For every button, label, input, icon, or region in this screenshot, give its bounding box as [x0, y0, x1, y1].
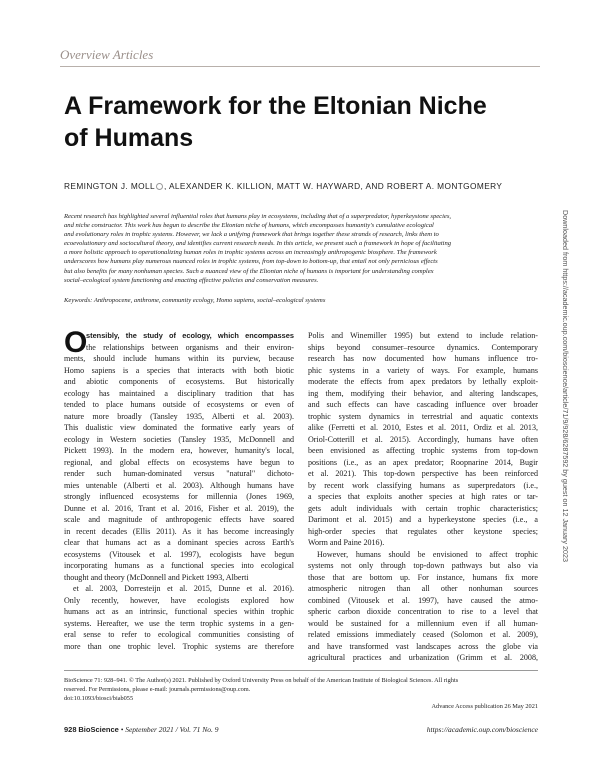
body-line: would be sustained for a millennium even if all human- [308, 618, 538, 628]
title-line: of Humans [64, 124, 194, 152]
body-line: Worm and Paine 2016). [308, 538, 385, 547]
body-line: However, humans should be envisioned to affect trophic [317, 549, 538, 559]
body-line: render such human-dominated versus "natural" dichoto- [64, 469, 294, 478]
body-line: ecology has maintained a disciplinary tradition that has [64, 388, 294, 398]
title-line: A Framework for the Eltonian Niche [64, 92, 487, 120]
body-line [64, 330, 294, 342]
body-column-left [64, 326, 294, 652]
author: ALEXANDER K. KILLION [168, 181, 272, 191]
body-line: spheric carbon dioxide concentration to rise to a level that [308, 607, 538, 616]
body-line: and such effects can have cascading influence over broader [308, 400, 538, 409]
abstract-line: underscores how humans play numerous nuanced roles in trophic systems, from top-down to bottom-up, that entail not only pernicious effects [64, 258, 438, 266]
article-title [64, 90, 504, 154]
download-watermark-text: Downloaded from https://academic.oup.com/bioscience/article/71/9/928/6287592 by guest on 12 January 2023 [561, 210, 570, 563]
body-line: Oriol-Cotterill et al. 2015). Accordingly, humans have often [308, 434, 538, 444]
abstract-line: Recent research has highlighted several influential roles that humans play in ecosystems, including that of a superpredator, hyperkeystone species, [64, 213, 452, 220]
advance-access-note: Advance Access publication 26 May 2021 [431, 703, 538, 710]
body-line: and abiotic components of ecosystems. But historically [64, 377, 294, 386]
footnote-line: reserved. For Permissions, please e-mail: journals.permissions@oup.com. [64, 686, 251, 693]
footnote-line: BioScience 71: 928–941. © The Author(s) 2021. Published by Oxford University Press on behalf of the American Institute of Biological Sciences. All rights [64, 677, 459, 684]
abstract-line: ecoevolutionary and sociocultural theory, and identifies current research needs. In this article, we present such a framework in hope of facilitating [64, 240, 452, 248]
abstract-line: but also benefits for many nonhuman species. Such a nuanced view of the Eltonian niche of humans is important for understanding complex [64, 267, 434, 275]
author: REMINGTON J. MOLL [64, 181, 156, 191]
page-number: 928 [64, 725, 77, 734]
body-line: eral sense to refer to ecological communities consisting of [64, 630, 294, 639]
body-line: incorporating humans as a functional species into ecological [64, 561, 294, 570]
body-line: by recent work classifying humans as superpredators (i.e., [308, 480, 538, 490]
body-line: ing them, modifying their behavior, and altering landscapes, [308, 388, 538, 398]
body-line: research has now documented how humans influence tro- [308, 354, 538, 363]
page-footer [64, 725, 219, 734]
body-line: Pickett 1993). In the modern era, however, humanity's local, [64, 446, 294, 455]
body-line: Dunne et al. 2016, Trant et al. 2016, Fisher et al. 2019), the [64, 503, 294, 513]
body-line: regional, and global effects on ecosystems have begun to [64, 457, 294, 467]
author: MATT W. HAYWARD [276, 181, 361, 191]
body-line: agricultural practices and urbanization (Grimm et al. 2008, [308, 653, 538, 662]
abstract-line: and evolutionary roles in trophic systems. However, we lack a unifying framework that brings together these strands of research, links them to [64, 231, 439, 239]
section-divider [60, 66, 540, 67]
drop-cap: O [64, 326, 88, 359]
body-line: clear that humans act as a dominant species across Earth's [64, 538, 294, 547]
body-line: nature more broadly (Tansley 1935, Alberti et al. 2003). [64, 411, 294, 421]
author-separator: , AND [360, 181, 387, 191]
body-line: et al. 2003, Dorresteijn et al. 2015, Dunne et al. 2016). [73, 584, 294, 593]
body-line: gets adult individuals with certain trophic characteristics; [308, 503, 538, 513]
body-column-right [308, 330, 538, 664]
body-line: been envisioned as affecting trophic systems from top-down [308, 446, 538, 455]
body-line: Only recently, however, have ecologists explored how [64, 595, 294, 605]
body-line: thought and theory (McDonnell and Pickett 1993, Alberti [64, 572, 249, 582]
body-line: ments, should include humans within its purview, because [64, 354, 294, 363]
lead-in: stensibly, the study of ecology, which encompasses [86, 331, 294, 340]
body-line: ships beyond consumer–resource dynamics. Contemporary [308, 342, 538, 352]
body-line: systems. Hereafter, we use the term trophic systems in a gen- [64, 618, 294, 628]
body-line: atmospheric nitrogen than all other nonhuman sources [308, 584, 538, 593]
keywords: Keywords: Anthropocene, anthrome, community ecology, Homo sapiens, social–ecological systems [64, 297, 326, 304]
author: ROBERT A. MONTGOMERY [386, 181, 503, 191]
journal-name: BioScience [78, 725, 119, 734]
body-line: systems not only through top-down pathways but also via [308, 561, 538, 570]
body-line: Darimont et al. 2015) and a hyperkeystone species (i.e., a [308, 515, 538, 524]
footnote-doi[interactable]: doi:10.1093/biosci/biab055 [64, 695, 134, 702]
body-line: and have transformed vast landscapes across the globe via [308, 641, 538, 651]
body-line: alike (Ferretti et al. 2010, Estes et al. 2011, Ordiz et al. 2013, [308, 423, 538, 432]
body-line: the relationships between organisms and their environ- [86, 342, 294, 352]
body-line: positions (i.e., as an apex predator; Roopnarine 2014, Bugir [308, 457, 538, 467]
body-line: related emissions immediately ceased (Solomon et al. 2009), [308, 630, 538, 639]
body-line: et al. 2021). This top-down perspective has been reinforced [308, 469, 538, 478]
body-line: a species that exploits another species at high rates or tar- [308, 492, 538, 501]
orcid-icon[interactable] [156, 183, 163, 190]
body-line: trophic system dynamics in terrestrial and aquatic contexts [308, 411, 538, 421]
abstract [64, 212, 530, 285]
abstract-line: social–ecological system functioning and enacting effective policies and conservation measures. [64, 276, 319, 284]
body-line: those that are bottom up. For instance, humans fix more [308, 572, 538, 582]
body-line: Polis and Winemiller 1995) but extend to include relation- [308, 331, 538, 340]
body-line: moderate the effects from apex predators by lethally exploit- [308, 377, 538, 386]
body-line: Homo sapiens is a species that interacts with both biotic [64, 365, 294, 375]
body-line: mies untenable (Alberti et al. 2003). Although humans have [64, 480, 294, 490]
body-line: scale and magnitude of anthropogenic effects have soared [64, 515, 294, 524]
section-label: Overview Articles [60, 47, 154, 62]
footnote-divider [64, 670, 538, 671]
journal-url-link[interactable]: https://academic.oup.com/bioscience [426, 725, 538, 734]
body-line: in recent decades (Ellis 2011). As it has become increasingly [64, 526, 294, 536]
body-line: high-order species that regulates other keystone species; [308, 526, 538, 536]
body-line: tended to place humans outside of ecosystems or even of [64, 400, 294, 409]
body-line: more than one trophic level. Trophic systems are therefore [64, 641, 294, 651]
abstract-line: and niche constructor. This work has begun to describe the Eltonian niche of humans, which encompasses humanity's cumulative ecological [64, 222, 434, 230]
body-line: ecosystems (Vitousek et al. 1997), ecologists have begun [64, 549, 294, 559]
body-line: combined (Vitousek et al. 1997), have caused the atmo- [308, 595, 538, 605]
body-line: ecology in Western societies (Tansley 1935, McDonnell and [64, 434, 294, 444]
body-line: strongly influenced ecosystems for millennia (Jones 1969, [64, 492, 294, 501]
body-line: humans act as an intrinsic, functional species within trophic [64, 607, 294, 616]
copyright-footnote [64, 676, 538, 703]
author-list: REMINGTON J. MOLL , ALEXANDER K. KILLION, MATT W. HAYWARD, AND ROBERT A. MONTGOMERY [64, 181, 503, 191]
download-watermark [560, 210, 574, 570]
abstract-line: a more holistic approach to operationalizing human roles in trophic systems across an increasingly anthropogenic biosphere. The framework [64, 249, 437, 257]
body-line: phic systems in a variety of ways. For example, humans [308, 365, 538, 375]
issue-info: • September 2021 / Vol. 71 No. 9 [120, 725, 219, 734]
body-line: This dualistic view dominated the formative early years of [64, 423, 294, 432]
